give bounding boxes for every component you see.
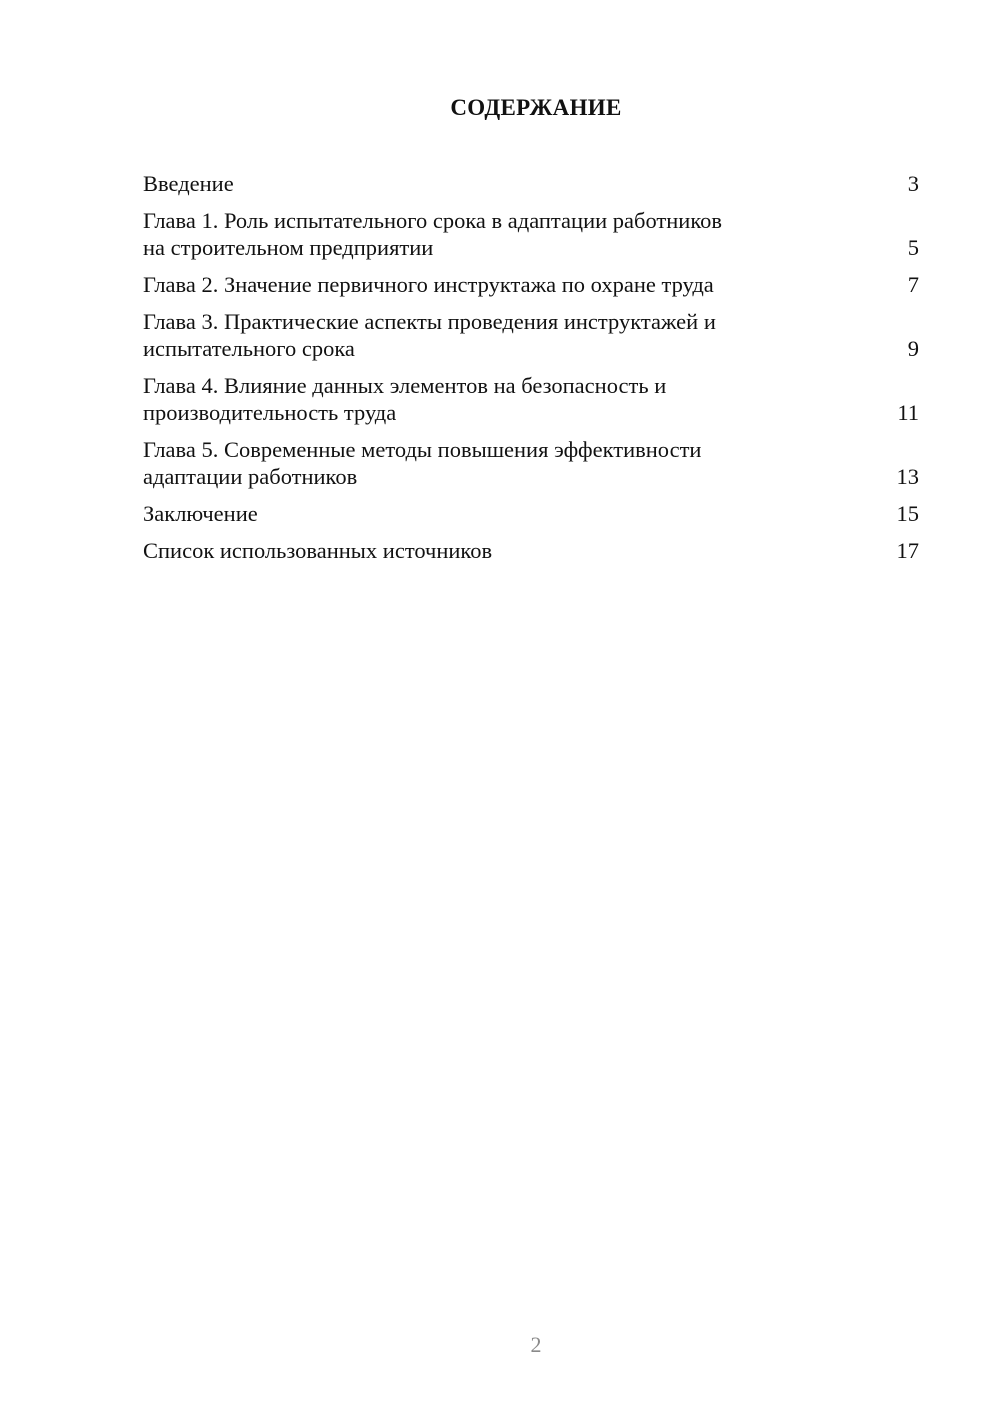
toc-entry [143, 170, 919, 197]
toc-entry-page: 11 [897, 400, 919, 425]
toc-entry-page: 5 [907, 235, 919, 260]
toc-entry-title [143, 207, 823, 261]
toc-entry-line: адаптации работников [143, 464, 358, 489]
toc-entry-line: Заключение [143, 501, 258, 526]
toc-entry [143, 271, 919, 298]
toc-entry-line: Список использованных источников [143, 538, 493, 563]
toc-entry-line: Глава 2. Значение первичного инструктажа по охране труда [143, 272, 714, 297]
toc-entry-line: Введение [143, 171, 234, 196]
toc-entry-line: на строительном предприятии [143, 235, 434, 260]
toc-entry-page: 3 [907, 171, 919, 196]
toc-entry-title [143, 170, 823, 197]
toc-entry-page: 9 [907, 336, 919, 361]
toc-entry-line: производительность труда [143, 400, 397, 425]
toc-entry-title [143, 372, 823, 426]
table-of-contents [143, 170, 919, 574]
toc-entry-title [143, 436, 823, 490]
toc-entry-line: Глава 4. Влияние данных элементов на безопасность и [143, 373, 667, 398]
toc-entry [143, 207, 919, 261]
toc-entry [143, 500, 919, 527]
toc-entry-page: 13 [896, 464, 919, 489]
toc-entry [143, 308, 919, 362]
toc-entry-title [143, 500, 823, 527]
toc-entry-line: Глава 3. Практические аспекты проведения инструктажей и [143, 309, 716, 334]
toc-entry-page: 17 [896, 538, 919, 563]
toc-entry-title [143, 271, 823, 298]
toc-entry [143, 537, 919, 564]
page-number: 2 [530, 1332, 542, 1357]
toc-entry-page: 7 [907, 272, 919, 297]
toc-entry-line: Глава 5. Современные методы повышения эффективности [143, 437, 702, 462]
toc-entry-title [143, 537, 823, 564]
toc-entry-line: Глава 1. Роль испытательного срока в адаптации работников [143, 208, 722, 233]
toc-entry [143, 372, 919, 426]
toc-entry [143, 436, 919, 490]
toc-entry-page: 15 [896, 501, 919, 526]
page-title: СОДЕРЖАНИЕ [450, 95, 622, 120]
toc-entry-line: испытательного срока [143, 336, 355, 361]
toc-entry-title [143, 308, 823, 362]
